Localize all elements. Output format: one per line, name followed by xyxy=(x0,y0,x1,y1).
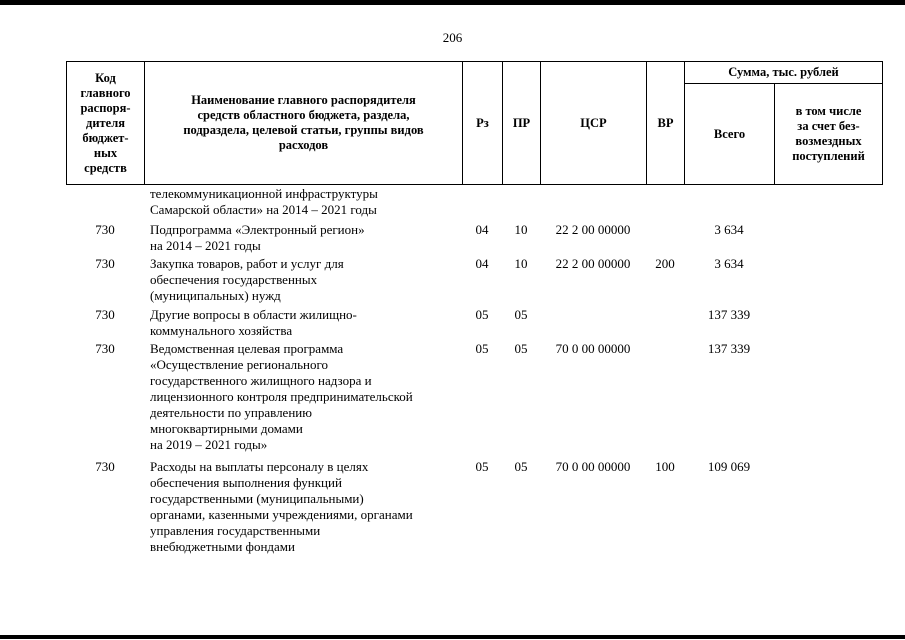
row-name-line: Другие вопросы в области жилищно- xyxy=(150,307,357,322)
row-pr: 05 xyxy=(514,307,528,322)
row-rz: 04 xyxy=(475,222,489,237)
header-sum: Сумма, тыс. рублей xyxy=(685,62,883,84)
row-code: 730 xyxy=(95,256,115,271)
row-code: 730 xyxy=(95,459,115,474)
table-row xyxy=(66,307,882,341)
table-row xyxy=(66,256,882,307)
row-name-line: государственного жилищного надзора и xyxy=(150,373,372,388)
row-name xyxy=(150,459,460,555)
header-free xyxy=(775,84,883,185)
row-csr: 22 2 00 00000 xyxy=(555,222,631,237)
table-row xyxy=(66,186,882,222)
row-pr: 05 xyxy=(514,341,528,356)
row-pr: 10 xyxy=(514,222,528,237)
row-total: 109 069 xyxy=(707,459,751,474)
row-name-line: «Осуществление регионального xyxy=(150,357,328,372)
header-pr: ПР xyxy=(503,62,541,185)
header-name xyxy=(145,62,463,185)
row-name-line: телекоммуникационной инфраструктуры xyxy=(150,186,378,201)
row-pr: 10 xyxy=(514,256,528,271)
row-name-line: (муниципальных) нужд xyxy=(150,288,281,303)
header-free-line: поступлений xyxy=(792,149,865,163)
header-csr: ЦСР xyxy=(541,62,647,185)
row-name-line: деятельности по управлению xyxy=(150,405,312,420)
row-name-line: управления государственными xyxy=(150,523,321,538)
header-name-line: подраздела, целевой статьи, группы видов xyxy=(183,123,424,137)
row-name-line: внебюджетными фондами xyxy=(150,539,295,554)
row-name xyxy=(150,222,460,254)
row-name-line: на 2019 – 2021 годы» xyxy=(150,437,268,452)
row-name-line: лицензионного контроля предпринимательской xyxy=(150,389,413,404)
row-rz: 05 xyxy=(475,459,489,474)
row-csr: 70 0 00 00000 xyxy=(555,459,631,474)
page-bottom-edge xyxy=(0,635,905,639)
row-name-line: Закупка товаров, работ и услуг для xyxy=(150,256,344,271)
row-rz: 05 xyxy=(475,307,489,322)
row-name-line: Расходы на выплаты персоналу в целях xyxy=(150,459,369,474)
header-code-line: Код xyxy=(95,70,116,85)
row-name xyxy=(150,256,460,304)
header-name-line: расходов xyxy=(278,138,329,152)
header-free-line: за счет без- xyxy=(797,119,860,133)
table-row xyxy=(66,459,882,559)
row-name xyxy=(150,186,460,218)
row-csr: 70 0 00 00000 xyxy=(555,341,631,356)
row-name-line: органами, казенными учреждениями, органами xyxy=(150,507,413,522)
row-name-line: обеспечения государственных xyxy=(150,272,318,287)
budget-table-body xyxy=(66,186,882,559)
row-name-line: Самарской области» на 2014 – 2021 годы xyxy=(150,202,377,217)
row-name xyxy=(150,307,460,339)
row-code: 730 xyxy=(95,307,115,322)
row-vr: 200 xyxy=(655,256,675,271)
row-name xyxy=(150,341,460,453)
row-rz: 04 xyxy=(475,256,489,271)
row-total: 137 339 xyxy=(707,341,751,356)
row-name-line: государственными (муниципальными) xyxy=(150,491,364,506)
header-name-line: средств областного бюджета, раздела, xyxy=(197,108,410,122)
header-code-line: средств xyxy=(84,160,127,175)
header-code-line: бюджет- xyxy=(82,130,129,145)
row-vr: 100 xyxy=(655,459,675,474)
row-name-line: Подпрограмма «Электронный регион» xyxy=(150,222,365,237)
header-free-line: возмездных xyxy=(795,134,862,148)
row-total: 3 634 xyxy=(714,256,744,271)
row-total: 3 634 xyxy=(714,222,744,237)
row-name-line: коммунального хозяйства xyxy=(150,323,293,338)
page-top-edge xyxy=(0,0,905,5)
header-rz: Рз xyxy=(463,62,503,185)
table-row xyxy=(66,222,882,256)
header-code-line: ных xyxy=(93,145,118,160)
page-number: 206 xyxy=(442,30,463,45)
row-pr: 05 xyxy=(514,459,528,474)
header-vr: ВР xyxy=(647,62,685,185)
header-code-line: главного xyxy=(80,85,131,100)
table-row xyxy=(66,341,882,459)
budget-table-header xyxy=(66,61,883,185)
header-name-line: Наименование главного распорядителя xyxy=(191,93,416,107)
row-name-line: обеспечения выполнения функций xyxy=(150,475,342,490)
header-free-line: в том числе xyxy=(795,104,862,118)
row-csr: 22 2 00 00000 xyxy=(555,256,631,271)
row-name-line: Ведомственная целевая программа xyxy=(150,341,344,356)
row-rz: 05 xyxy=(475,341,489,356)
header-total: Всего xyxy=(685,84,775,185)
row-name-line: на 2014 – 2021 годы xyxy=(150,238,261,253)
row-total: 137 339 xyxy=(707,307,751,322)
header-code xyxy=(67,62,145,185)
row-code: 730 xyxy=(95,222,115,237)
row-name-line: многоквартирными домами xyxy=(150,421,303,436)
row-code: 730 xyxy=(95,341,115,356)
header-code-line: распоря- xyxy=(80,100,131,115)
header-code-line: дителя xyxy=(86,115,125,130)
